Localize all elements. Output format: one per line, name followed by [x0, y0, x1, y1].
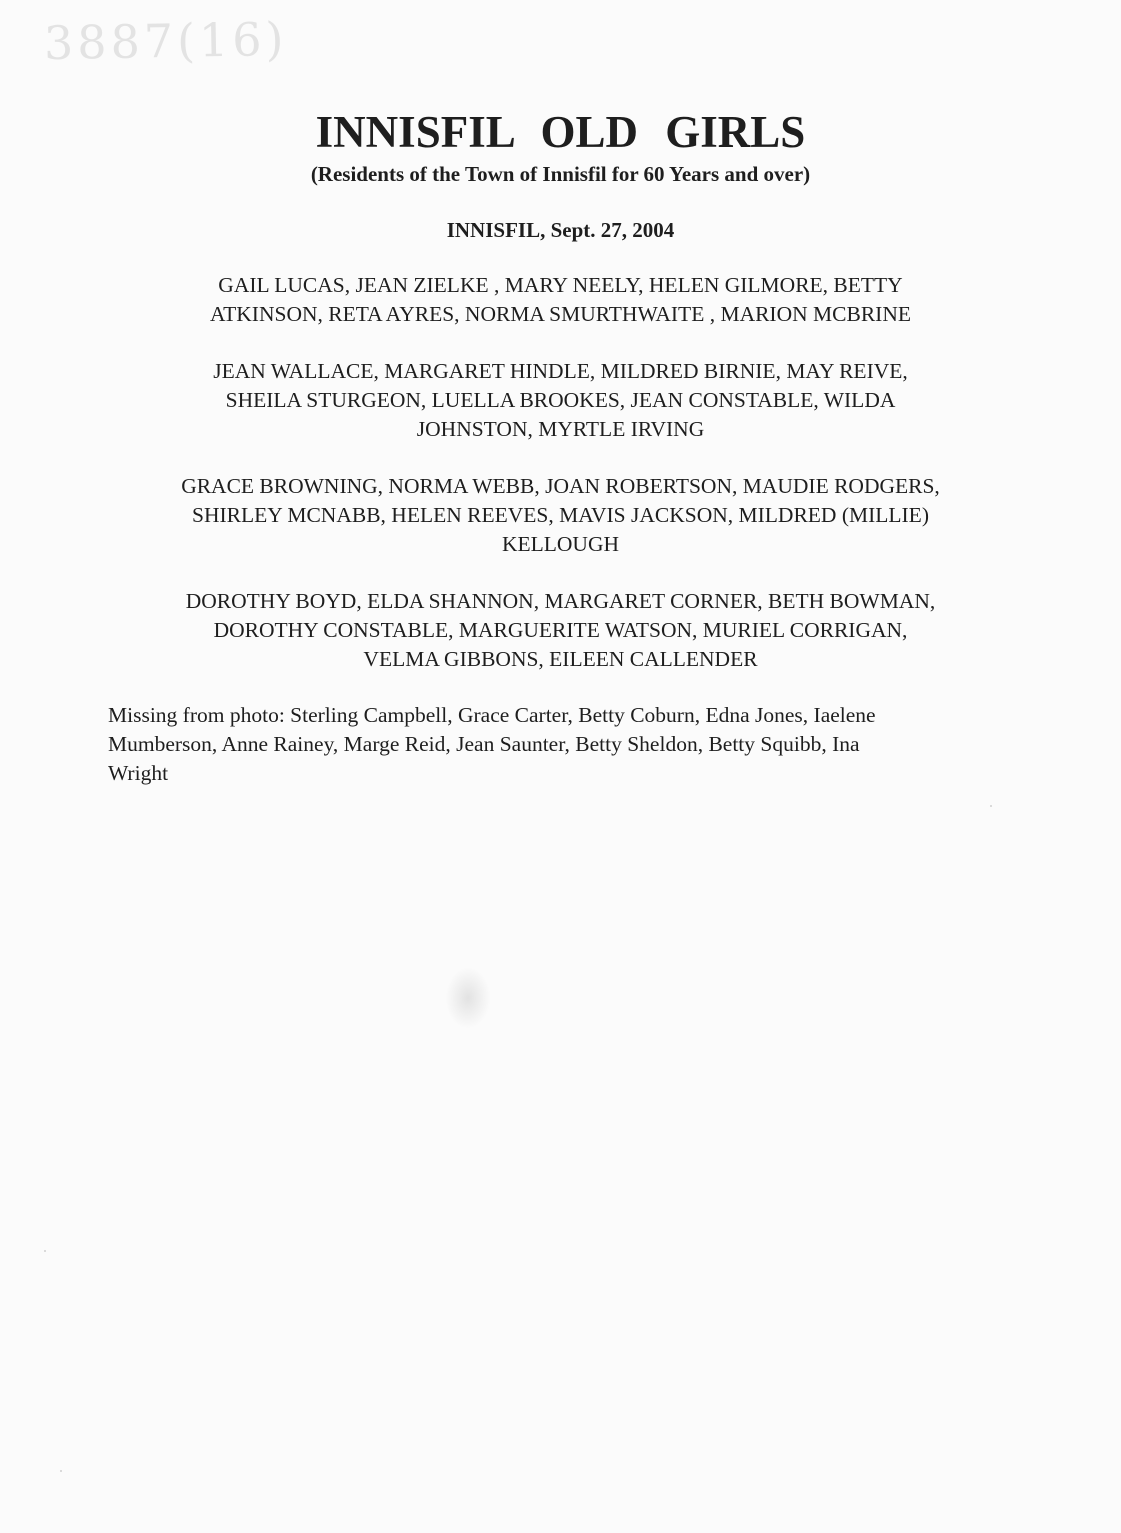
name-line: JOHNSTON, MYRTLE IRVING: [416, 417, 705, 441]
missing-line: Mumberson, Anne Rainey, Marge Reid, Jean Saunter, Betty Sheldon, Betty Squibb, Ina: [108, 732, 860, 756]
missing-line: Wright: [108, 761, 169, 785]
name-line: GRACE BROWNING, NORMA WEBB, JOAN ROBERTSON, MAUDIE RODGERS,: [181, 474, 940, 498]
name-group-row-2: [100, 357, 1021, 444]
paper-speck: [990, 805, 992, 807]
name-line: JEAN WALLACE, MARGARET HINDLE, MILDRED BIRNIE, MAY REIVE,: [213, 359, 908, 383]
name-line: SHEILA STURGEON, LUELLA BROOKES, JEAN CONSTABLE, WILDA: [225, 388, 896, 412]
name-group-row-1: [100, 271, 1021, 329]
name-group-row-4: [100, 587, 1021, 674]
paper-smudge: [446, 968, 490, 1028]
name-line: ATKINSON, RETA AYRES, NORMA SMURTHWAITE , MARION MCBRINE: [210, 302, 911, 326]
missing-line: Missing from photo: Sterling Campbell, Grace Carter, Betty Coburn, Edna Jones, Iaelene: [108, 703, 876, 727]
document-title: INNISFIL OLD GIRLS: [315, 107, 806, 157]
paper-speck: [44, 1250, 46, 1252]
name-line: DOROTHY CONSTABLE, MARGUERITE WATSON, MURIEL CORRIGAN,: [213, 618, 908, 642]
dateline: INNISFIL, Sept. 27, 2004: [446, 218, 675, 242]
name-line: KELLOUGH: [501, 532, 620, 556]
name-line: GAIL LUCAS, JEAN ZIELKE , MARY NEELY, HELEN GILMORE, BETTY: [218, 273, 903, 297]
name-line: SHIRLEY MCNABB, HELEN REEVES, MAVIS JACKSON, MILDRED (MILLIE): [192, 503, 929, 527]
paper-speck: [60, 1470, 62, 1472]
handwritten-reference-note: 3887(16): [43, 11, 288, 71]
name-line: VELMA GIBBONS, EILEEN CALLENDER: [363, 647, 758, 671]
name-group-row-3: [100, 472, 1021, 559]
missing-from-photo-paragraph: [108, 701, 1038, 788]
document-subtitle: (Residents of the Town of Innisfil for 60 Years and over): [310, 162, 811, 186]
name-line: DOROTHY BOYD, ELDA SHANNON, MARGARET CORNER, BETH BOWMAN,: [185, 589, 936, 613]
